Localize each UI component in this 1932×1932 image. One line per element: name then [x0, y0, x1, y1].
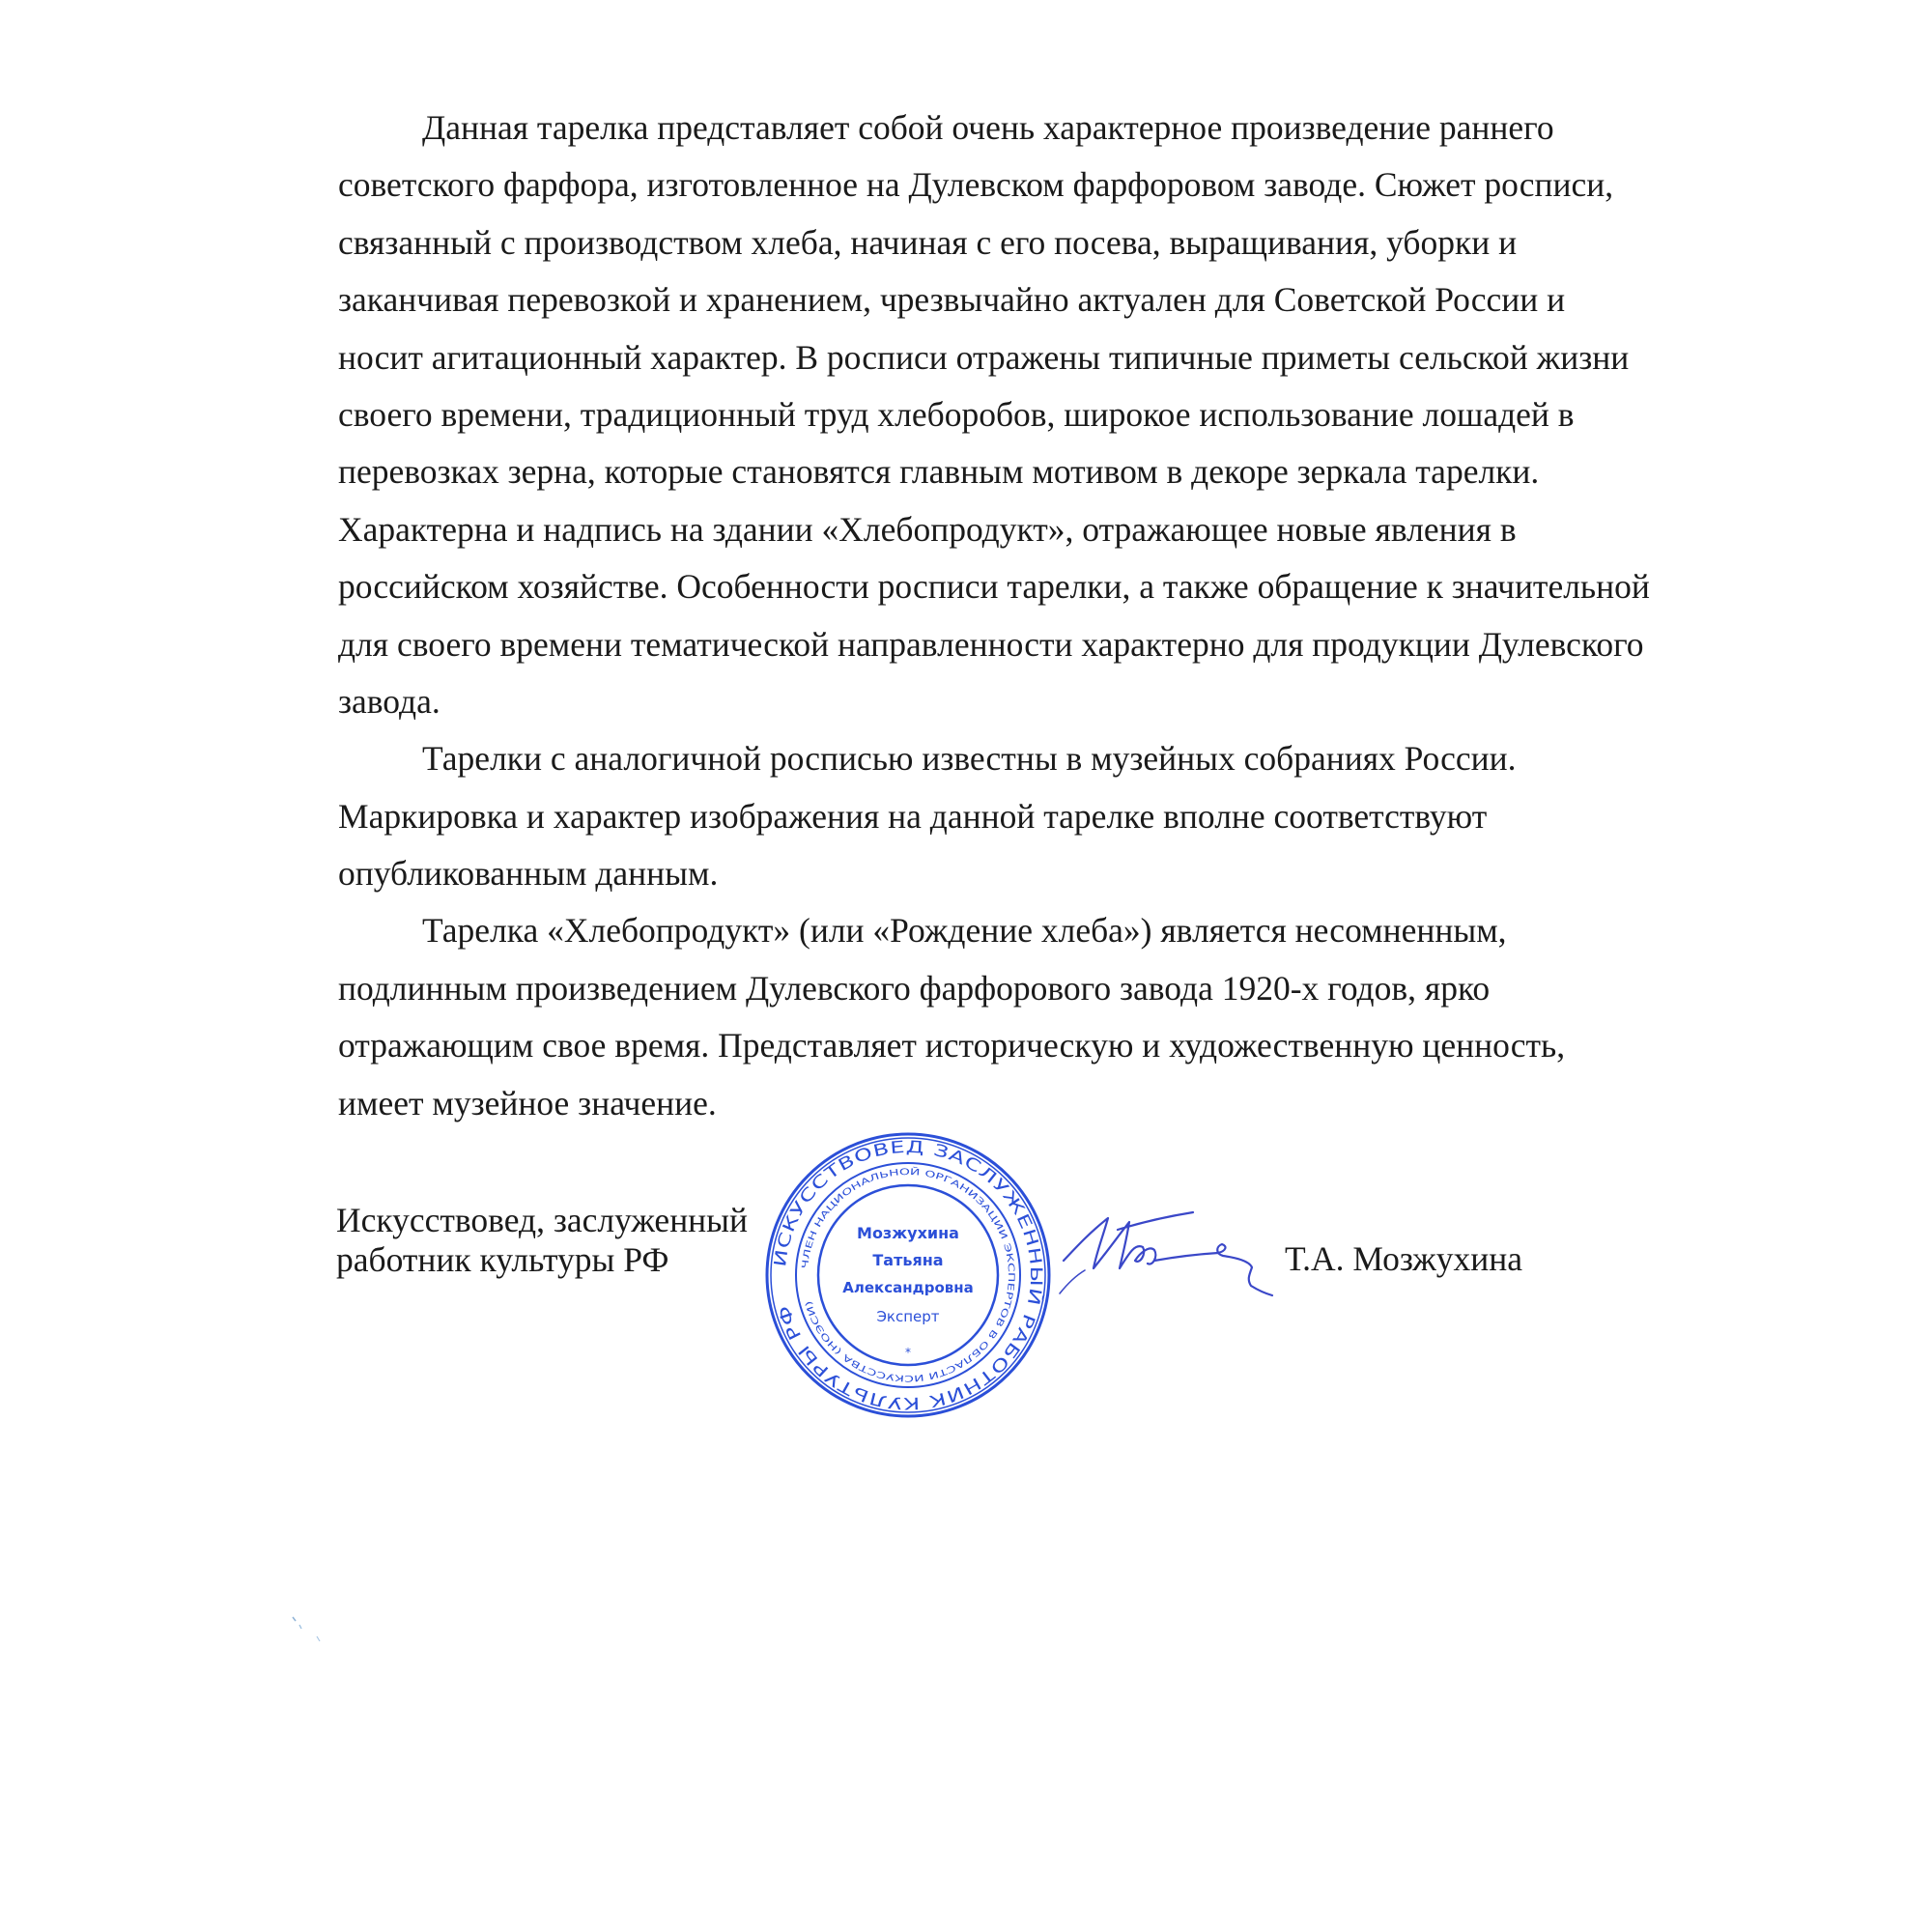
handwritten-signature	[1058, 1193, 1275, 1299]
paragraph-1-line: своего времени, традиционный труд хлеборобов, широкое использование лошадей в	[338, 394, 1575, 434]
signatory-title-line: работник культуры РФ	[336, 1240, 669, 1279]
paragraph-1-line: для своего времени тематической направленности характерно для продукции Дулевского	[338, 624, 1644, 664]
document-body	[338, 99, 1650, 1132]
signatory-title	[336, 1201, 748, 1280]
paragraph-1-line: Данная тарелка представляет собой очень характерное произведение раннего	[422, 108, 1554, 147]
paragraph-2-line: Маркировка и характер изображения на данной тарелке вполне соответствуют	[338, 796, 1488, 836]
paragraph-3-line: Тарелка «Хлебопродукт» (или «Рождение хлеба») является несомненным,	[422, 911, 1507, 951]
paragraph-1-line: российском хозяйстве. Особенности росписи тарелки, а также обращение к значительной	[338, 567, 1650, 607]
stamp-center-line: Татьяна	[872, 1251, 944, 1269]
paragraph-2-line: Тарелки с аналогичной росписью известны в музейных собраниях России.	[422, 739, 1517, 779]
paragraph-1-line: заканчивая перевозкой и хранением, чрезвычайно актуален для Советской России и	[338, 280, 1566, 320]
paragraph-3-line: имеет музейное значение.	[338, 1083, 717, 1122]
stamp-inner-ring	[818, 1185, 998, 1365]
expert-stamp	[763, 1130, 1053, 1420]
stamp-center-line: Эксперт	[876, 1308, 940, 1325]
paragraph-1-line: завода.	[338, 681, 440, 721]
paragraph-1-line: перевозках зерна, которые становятся главным мотивом в декоре зеркала тарелки.	[338, 452, 1540, 492]
signatory-title-line: Искусствовед, заслуженный	[336, 1201, 749, 1239]
paragraph-3-line: отражающим свое время. Представляет историческую и художественную ценность,	[338, 1026, 1566, 1065]
stamp-inner-text: ЧЛЕН НАЦИОНАЛЬНОЙ ОРГАНИЗАЦИИ ЭКСПЕРТОВ В ОБЛАСТИ ИСКУССТВА (НОЭСИ)	[801, 1167, 1016, 1383]
paragraph-1-line: Характерна и надпись на здании «Хлебопродукт», отражающее новые явления в	[338, 509, 1517, 549]
paragraph-1-line: носит агитационный характер. В росписи отражены типичные приметы сельской жизни	[338, 337, 1630, 377]
scan-artifact	[288, 1611, 336, 1650]
stamp-star: *	[905, 1346, 911, 1359]
stamp-center-line: Александровна	[842, 1279, 974, 1296]
paragraph-1-line: связанный с производством хлеба, начиная с его посева, выращивания, уборки и	[338, 222, 1518, 262]
stamp-center-line: Мозжухина	[857, 1224, 959, 1242]
stamp-outer-text: ИСКУССТВОВЕД ЗАСЛУЖЕННЫЙ РАБОТНИК КУЛЬТУРЫ РФ	[771, 1137, 1046, 1413]
paragraph-1-line: советского фарфора, изготовленное на Дулевском фарфоровом заводе. Сюжет росписи,	[338, 165, 1614, 205]
paragraph-2-line: опубликованным данным.	[338, 854, 719, 894]
paragraph-3-line: подлинным произведением Дулевского фарфорового завода 1920-х годов, ярко	[338, 968, 1491, 1008]
signatory-name: Т.А. Мозжухина	[1285, 1239, 1522, 1278]
